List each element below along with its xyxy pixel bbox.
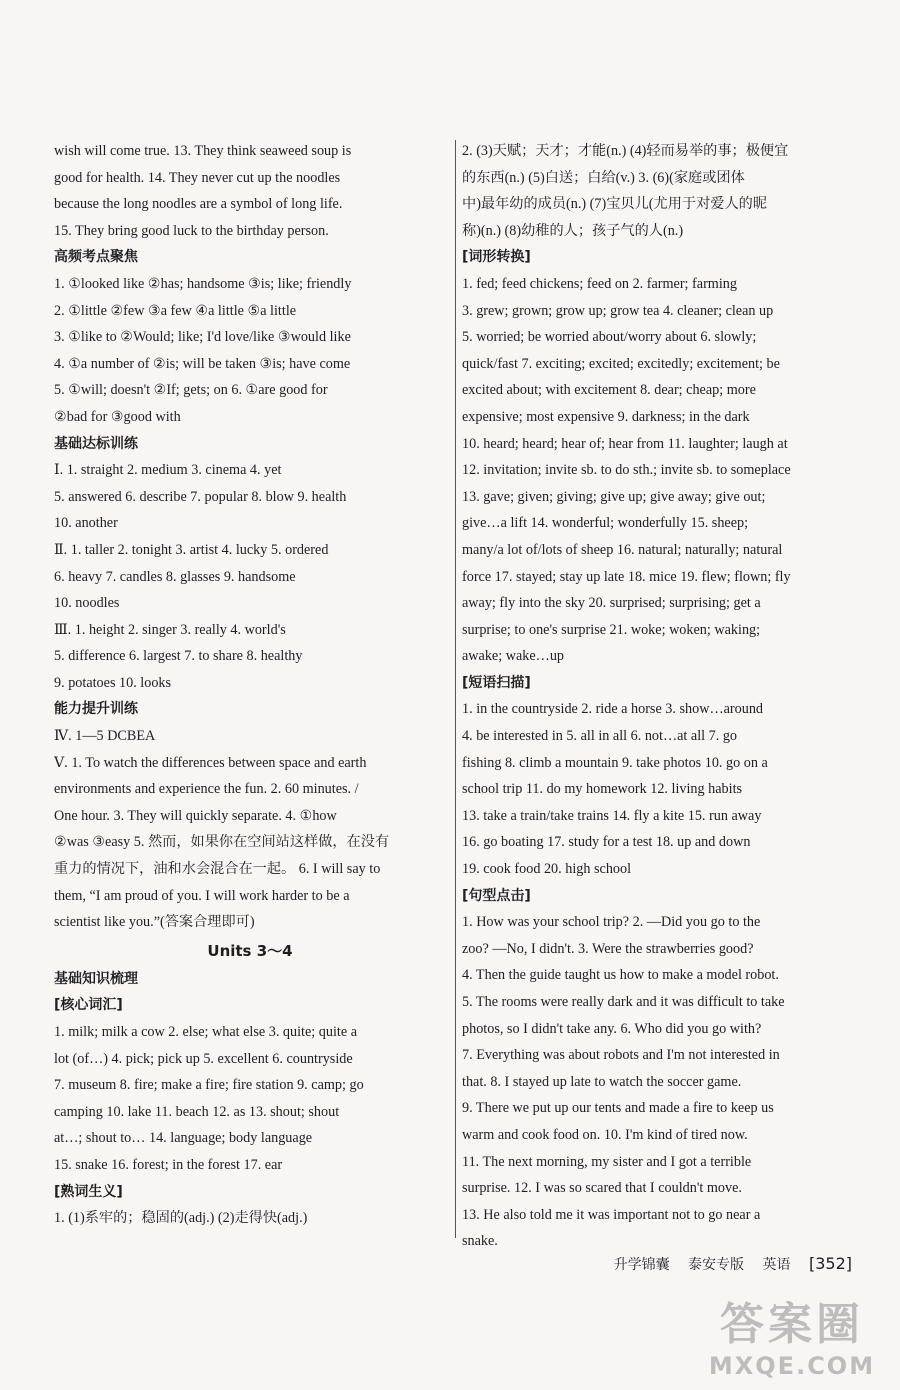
answer-line: that. 8. I stayed up late to watch the soccer game.	[462, 1073, 742, 1090]
right-column	[462, 138, 854, 1255]
answer-line: photos, so I didn't take any. 6. Who did you go with?	[462, 1020, 762, 1037]
answer-line: Ⅳ. 1—5 DCBEA	[54, 728, 156, 745]
book-title: 升学锦囊	[613, 1257, 670, 1273]
answer-line: them, “I am proud of you. I will work harder to be a	[54, 887, 350, 904]
answer-line: 13. gave; given; giving; give up; give away; give out;	[462, 488, 766, 505]
answer-line: One hour. 3. They will quickly separate. 4. ①how	[54, 807, 337, 824]
answer-line: 16. go boating 17. study for a test 18. up and down	[462, 834, 751, 851]
section-heading: 基础知识梳理	[54, 970, 138, 987]
answer-line: wish will come true. 13. They think seaweed soup is	[54, 143, 352, 159]
answer-line: excited about; with excitement 8. dear; cheap; more	[462, 382, 756, 399]
answer-line: 5. worried; be worried about/worry about 6. slowly;	[462, 329, 757, 346]
answer-line: 7. museum 8. fire; make a fire; fire station 9. camp; go	[54, 1077, 364, 1094]
answer-line: quick/fast 7. exciting; excited; excitedly; excitement; be	[462, 355, 780, 372]
watermark-logo: 答案圈	[720, 1299, 864, 1350]
answer-line: 2. ①little ②few ③a few ④a little ⑤a little	[54, 302, 297, 319]
answer-line: Ⅴ. 1. To watch the differences between space and earth	[54, 754, 367, 771]
section-heading: 基础达标训练	[54, 435, 138, 452]
answer-line: fishing 8. climb a mountain 9. take photos 10. go on a	[462, 754, 768, 771]
answer-line: 5. answered 6. describe 7. popular 8. blow 9. health	[54, 488, 347, 505]
answer-line: environments and experience the fun. 2. 60 minutes. /	[54, 781, 359, 798]
section-heading: [熟词生义]	[54, 1183, 123, 1200]
answer-line: 10. another	[54, 515, 118, 532]
section-heading: [词形转换]	[462, 249, 531, 266]
answer-line: 重力的情况下，油和水会混合在一起。 6. I will say to	[54, 861, 381, 878]
answer-line: 13. take a train/take trains 14. fly a kite 15. run away	[462, 807, 762, 824]
answer-line: school trip 11. do my homework 12. living habits	[462, 781, 743, 798]
answer-line: 6. heavy 7. candles 8. glasses 9. handsome	[54, 568, 296, 585]
watermark	[692, 1298, 892, 1386]
answer-line: 12. invitation; invite sb. to do sth.; invite sb. to someplace	[462, 462, 791, 479]
answer-line: surprise. 12. I was so scared that I couldn't move.	[462, 1180, 742, 1197]
answer-line: 3. ①like to ②Would; like; I'd love/like ③would like	[54, 329, 351, 346]
answer-line: 15. snake 16. forest; in the forest 17. ear	[54, 1156, 283, 1173]
answer-line: 1. milk; milk a cow 2. else; what else 3. quite; quite a	[54, 1024, 357, 1040]
watermark-url: MXQE.COM	[708, 1352, 876, 1380]
answer-line: Ⅰ. 1. straight 2. medium 3. cinema 4. yet	[54, 462, 282, 479]
answer-line: scientist like you.”(答案合理即可)	[54, 914, 255, 931]
answer-line: 5. difference 6. largest 7. to share 8. healthy	[54, 648, 303, 665]
answer-line: at…; shout to… 14. language; body language	[54, 1130, 313, 1147]
answer-line: 4. ①a number of ②is; will be taken ③is; have come	[54, 355, 351, 372]
answer-line: 4. be interested in 5. all in all 6. not…at all 7. go	[462, 728, 738, 745]
answer-line: expensive; most expensive 9. darkness; in the dark	[462, 408, 750, 425]
answer-line: awake; wake…up	[462, 648, 565, 665]
section-heading: [短语扫描]	[462, 674, 531, 691]
answer-line: give…a lift 14. wonderful; wonderfully 15. sheep;	[462, 515, 749, 532]
answer-line: 13. He also told me it was important not to go near a	[462, 1206, 761, 1223]
answer-line: 1. fed; feed chickens; feed on 2. farmer; farming	[462, 275, 737, 292]
left-column	[54, 138, 446, 1232]
answer-line: 15. They bring good luck to the birthday person.	[54, 222, 329, 239]
answer-line: 1. (1)系牢的；稳固的(adj.) (2)走得快(adj.)	[54, 1210, 308, 1227]
answer-line: camping 10. lake 11. beach 12. as 13. shout; shout	[54, 1103, 340, 1120]
answer-line: 3. grew; grown; grow up; grow tea 4. cleaner; clean up	[462, 302, 774, 319]
section-heading: [核心词汇]	[54, 997, 123, 1014]
answer-line: 10. noodles	[54, 595, 120, 612]
answer-line: away; fly into the sky 20. surprised; surprising; get a	[462, 595, 761, 612]
section-heading: [句型点击]	[462, 887, 531, 904]
answer-line: 11. The next morning, my sister and I got a terrible	[462, 1153, 752, 1170]
answer-line: 1. How was your school trip? 2. —Did you go to the	[462, 914, 761, 931]
answer-line: many/a lot of/lots of sheep 16. natural; naturally; natural	[462, 541, 783, 558]
answer-line: 1. ①looked like ②has; handsome ③is; like; friendly	[54, 275, 352, 292]
unit-title: Units 3～4	[207, 941, 293, 960]
column-divider	[455, 140, 456, 1238]
answer-line: warm and cook food on. 10. I'm kind of tired now.	[462, 1126, 748, 1143]
answer-line: ②bad for ③good with	[54, 408, 181, 425]
answer-line: surprise; to one's surprise 21. woke; woken; waking;	[462, 621, 761, 638]
answer-line: 称)(n.) (8)幼稚的人；孩子气的人(n.)	[462, 222, 684, 239]
answer-line: good for health. 14. They never cut up the noodles	[54, 169, 341, 186]
answer-line: 中)最年幼的成员(n.) (7)宝贝儿(尤用于对爱人的昵	[462, 196, 768, 213]
answer-line: ②was ③easy 5. 然而，如果你在空间站这样做，在没有	[54, 834, 390, 851]
answer-line: 的东西(n.) (5)白送；白给(v.) 3. (6)(家庭或团体	[462, 169, 745, 186]
page-footer	[600, 1254, 852, 1274]
answer-line: Ⅱ. 1. taller 2. tonight 3. artist 4. lucky 5. ordered	[54, 541, 329, 558]
answer-line: snake.	[462, 1233, 498, 1250]
edition-label: 泰安专版	[688, 1257, 745, 1273]
subject-label: 英语	[762, 1257, 791, 1273]
section-heading: 高频考点聚焦	[54, 249, 138, 266]
answer-line: 9. potatoes 10. looks	[54, 674, 172, 691]
answer-line: 2. (3)天赋；天才；才能(n.) (4)轻而易举的事；极便宜	[462, 143, 789, 159]
answer-line: 4. Then the guide taught us how to make a model robot.	[462, 967, 779, 984]
answer-line: 10. heard; heard; hear of; hear from 11. laughter; laugh at	[462, 435, 788, 452]
answer-line: 9. There we put up our tents and made a fire to keep us	[462, 1100, 774, 1117]
section-heading: 能力提升训练	[54, 701, 138, 718]
answer-line: 1. in the countryside 2. ride a horse 3. show…around	[462, 701, 764, 718]
answer-line: zoo? —No, I didn't. 3. Were the strawberries good?	[462, 940, 754, 957]
answer-line: 5. ①will; doesn't ②If; gets; on 6. ①are good for	[54, 382, 328, 399]
answer-line: 5. The rooms were really dark and it was difficult to take	[462, 994, 785, 1010]
page-number: [352]	[808, 1254, 852, 1273]
answer-line: 19. cook food 20. high school	[462, 861, 632, 878]
answer-line: force 17. stayed; stay up late 18. mice 19. flew; flown; fly	[462, 568, 791, 585]
answer-line: lot (of…) 4. pick; pick up 5. excellent 6. countryside	[54, 1050, 353, 1067]
answer-line: 7. Everything was about robots and I'm not interested in	[462, 1047, 780, 1064]
answer-line: because the long noodles are a symbol of long life.	[54, 196, 343, 213]
answer-line: Ⅲ. 1. height 2. singer 3. really 4. world's	[54, 621, 286, 638]
